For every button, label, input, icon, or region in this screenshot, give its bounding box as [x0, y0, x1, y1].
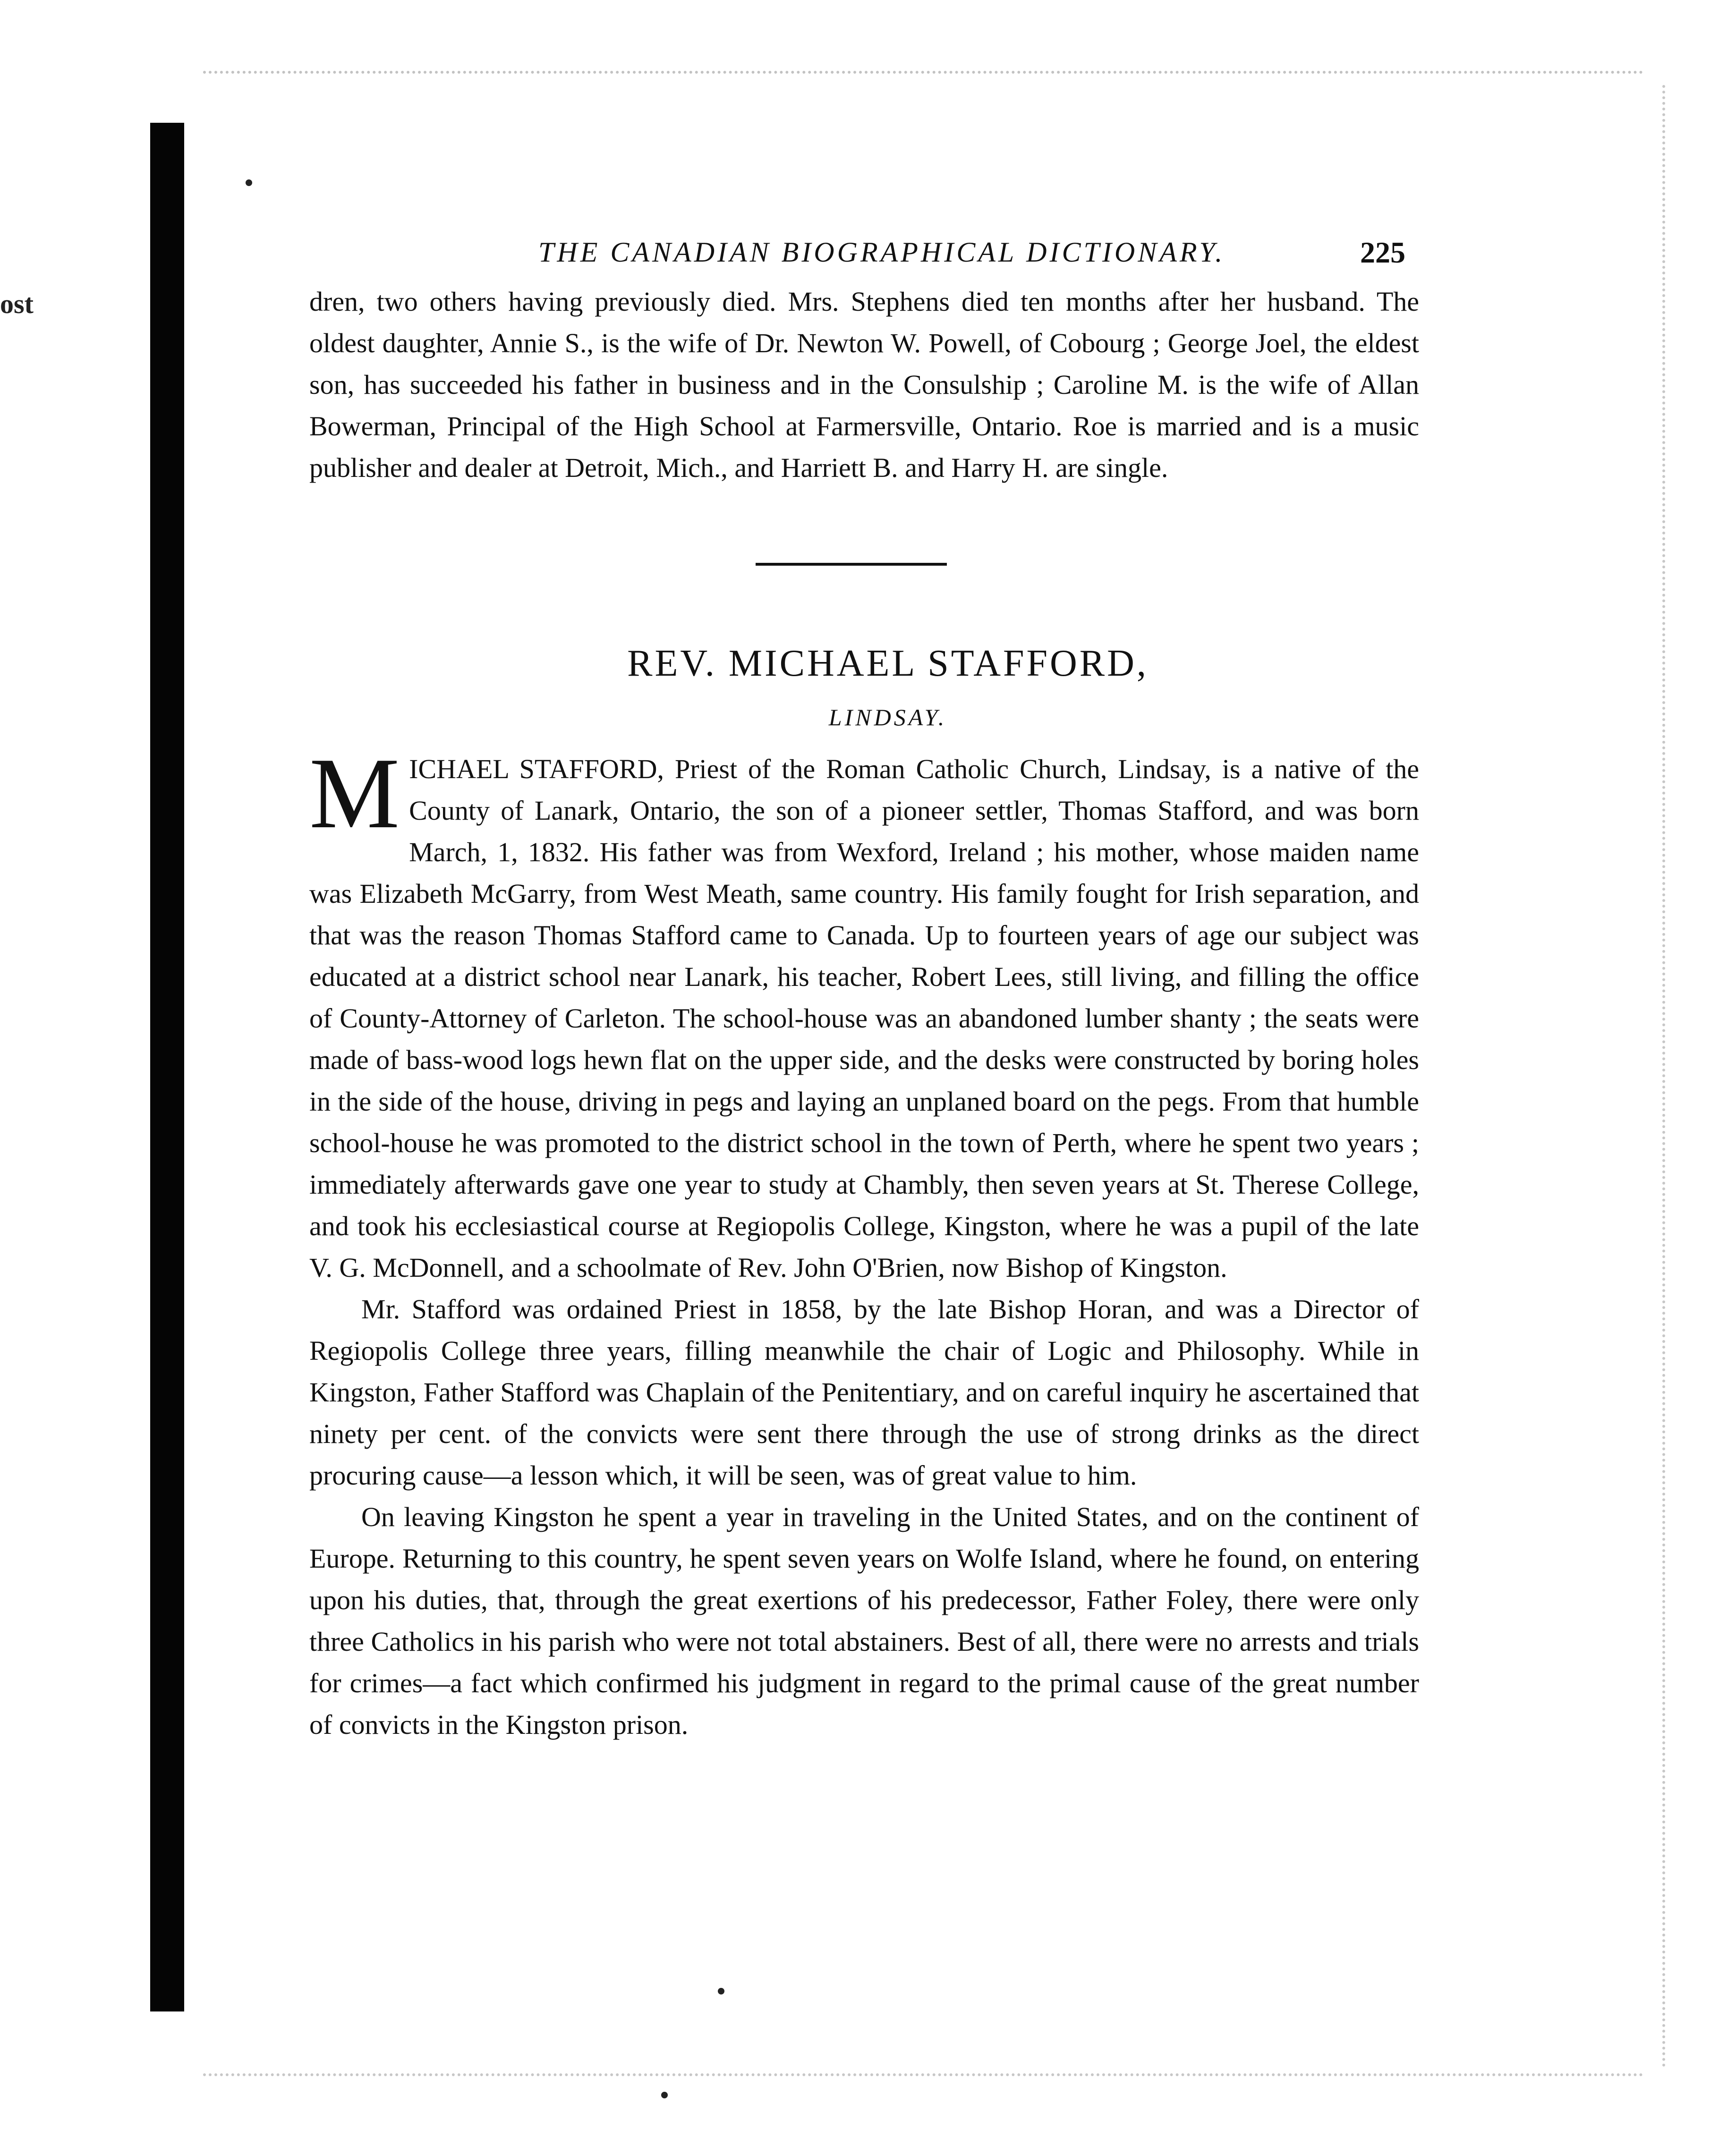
drop-cap: M [309, 737, 400, 849]
intro-paragraph: dren, two others having previously died. Mrs. Stephens died ten months after her husband. The oldest daughter, Annie S., is the wife of Dr. Newton W. Powell, of Cobourg ; George Joel, the eldest son, has succeeded his father in business and in the Consulship ; Caroline M. is the wife of Allan Bowerman, Principal of the High School at Farmersville, Ontario. Roe is married and is a music publisher and dealer at Detroit, Mich., and Harriett B. and Harry H. are single. [309, 286, 1419, 483]
scan-speck [661, 2092, 668, 2098]
running-head: THE CANADIAN BIOGRAPHICAL DICTIONARY. [538, 237, 1225, 268]
biography-paragraph-1-text: ICHAEL STAFFORD, Priest of the Roman Catholic Church, Lindsay, is a native of the County of Lanark, Ontario, the son of a pioneer settler, Thomas Stafford, and was born March, 1, 1832. His father was from Wexford, Ireland ; his mother, whose maiden name was Elizabeth McGarry, from West Meath, same country. His family fought for Irish separation, and that was the reason Thomas Stafford came to Canada. Up to fourteen years of age our subject was educated at a district school near Lanark, his teacher, Robert Lees, still living, and filling the office of County-Attorney of Carleton. The school-house was an abandoned lumber shanty ; the seats were made of bass-wood logs hewn flat on the upper side, and the desks were constructed by boring holes in the side of the house, driving in pegs and laying an unplaned board on the pegs. From that humble school-house he was promoted to the district school in the town of Perth, where he spent two years ; immediately afterwards gave one year to study at Chambly, then seven years at St. Therese College, and took his ecclesiastical course at Regiopolis College, Kingston, where he was a pupil of the late V. G. McDonnell, and a schoolmate of Rev. John O'Brien, now Bishop of Kingston. [309, 754, 1419, 1283]
scan-edge-top [203, 71, 1643, 88]
section-divider [756, 563, 947, 566]
biography-heading: REV. MICHAEL STAFFORD, [627, 643, 1149, 684]
scan-edge-bottom [203, 2064, 1643, 2076]
biography-text-block [309, 737, 1419, 1746]
scan-speck [246, 179, 252, 186]
scan-edge-right [1658, 85, 1665, 2068]
intro-text-block [309, 281, 1419, 489]
page-number: 225 [1360, 236, 1405, 269]
biography-paragraph-2: Mr. Stafford was ordained Priest in 1858, by the late Bishop Horan, and was a Director of Regiopolis College three years, filling meanwhile the chair of Logic and Philosophy. While in Kingston, Father Stafford was Chaplain of the Penitentiary, and on careful inquiry he ascertained that ninety per cent. of the convicts were sent there through the use of strong drinks as the direct procuring cause—a lesson which, it will be seen, was of great value to him. [309, 1294, 1419, 1491]
biography-paragraph-3: On leaving Kingston he spent a year in traveling in the United States, and on the continent of Europe. Returning to this country, he spent seven years on Wolfe Island, where he found, on entering upon his duties, that, through the great exertions of his predecessor, Father Foley, there were only three Catholics in his parish who were not total abstainers. Best of all, there were no arrests and trials for crimes—a fact which confirmed his judgment in regard to the primal cause of the great number of convicts in the Kingston prison. [309, 1502, 1419, 1740]
biography-location: LINDSAY. [828, 704, 947, 730]
binding-shadow [150, 123, 184, 2011]
margin-fragment: ost [0, 289, 34, 319]
biography-paragraph-1 [309, 737, 1419, 1289]
scan-speck [718, 1988, 724, 1994]
